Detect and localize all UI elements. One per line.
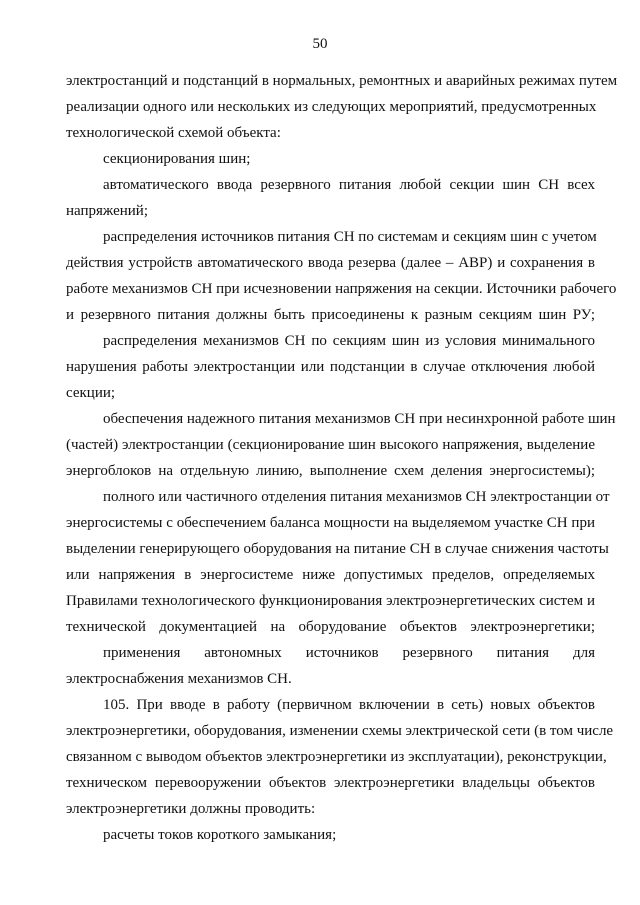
text-line: напряжений; bbox=[66, 203, 148, 219]
text-line: секции; bbox=[66, 385, 116, 401]
text-line: автоматического ввода резервного питания любой секции шин СН всех bbox=[103, 177, 595, 193]
text-line: энергосистемы с обеспечением баланса мощности на выделяемом участке СН при bbox=[66, 515, 595, 531]
text-line: электроэнергетики, оборудования, изменении схемы электрической сети (в том числе bbox=[66, 723, 614, 739]
text-line: техническом перевооружении объектов электроэнергетики владельцы объектов bbox=[66, 775, 595, 791]
text-line: технической документацией на оборудование объектов электроэнергетики; bbox=[66, 619, 595, 635]
text-line: и резервного питания должны быть присоединены к разным секциям шин РУ; bbox=[66, 307, 595, 323]
text-line: нарушения работы электростанции или подстанции в случае отключения любой bbox=[66, 359, 595, 375]
text-line: выделении генерирующего оборудования на питание СН в случае снижения частоты bbox=[66, 541, 609, 557]
text-line: электростанций и подстанций в нормальных, ремонтных и аварийных режимах путем bbox=[66, 73, 618, 89]
text-line: Правилами технологического функционирования электроэнергетических систем и bbox=[66, 593, 595, 609]
text-line: секционирования шин; bbox=[103, 151, 251, 167]
text-line: применения автономных источников резервного питания для bbox=[103, 645, 595, 661]
text-line: электроснабжения механизмов СН. bbox=[66, 671, 292, 687]
text-line: реализации одного или нескольких из следующих мероприятий, предусмотренных bbox=[66, 99, 597, 115]
text-line: (частей) электростанции (секционирование шин высокого напряжения, выделение bbox=[66, 437, 595, 453]
text-line: связанном с выводом объектов электроэнергетики из эксплуатации), реконструкции, bbox=[66, 749, 607, 765]
text-line: распределения механизмов СН по секциям шин из условия минимального bbox=[103, 333, 595, 349]
text-line: работе механизмов СН при исчезновении напряжения на секции. Источники рабочего bbox=[66, 281, 617, 297]
page-number: 50 bbox=[312, 36, 328, 52]
text-line: действия устройств автоматического ввода резерва (далее – АВР) и сохранения в bbox=[66, 255, 595, 271]
text-line: расчеты токов короткого замыкания; bbox=[103, 827, 337, 843]
text-line: распределения источников питания СН по системам и секциям шин с учетом bbox=[103, 229, 597, 245]
text-line: энергоблоков на отдельную линию, выполнение схем деления энергосистемы); bbox=[66, 463, 595, 479]
text-line: полного или частичного отделения питания механизмов СН электростанции от bbox=[103, 489, 610, 505]
text-line: обеспечения надежного питания механизмов СН при несинхронной работе шин bbox=[103, 411, 616, 427]
text-line: 105. При вводе в работу (первичном включении в сеть) новых объектов bbox=[103, 697, 595, 713]
text-line: технологической схемой объекта: bbox=[66, 125, 281, 141]
text-line: или напряжения в энергосистеме ниже допустимых пределов, определяемых bbox=[66, 567, 595, 583]
text-line: электроэнергетики должны проводить: bbox=[66, 801, 316, 817]
